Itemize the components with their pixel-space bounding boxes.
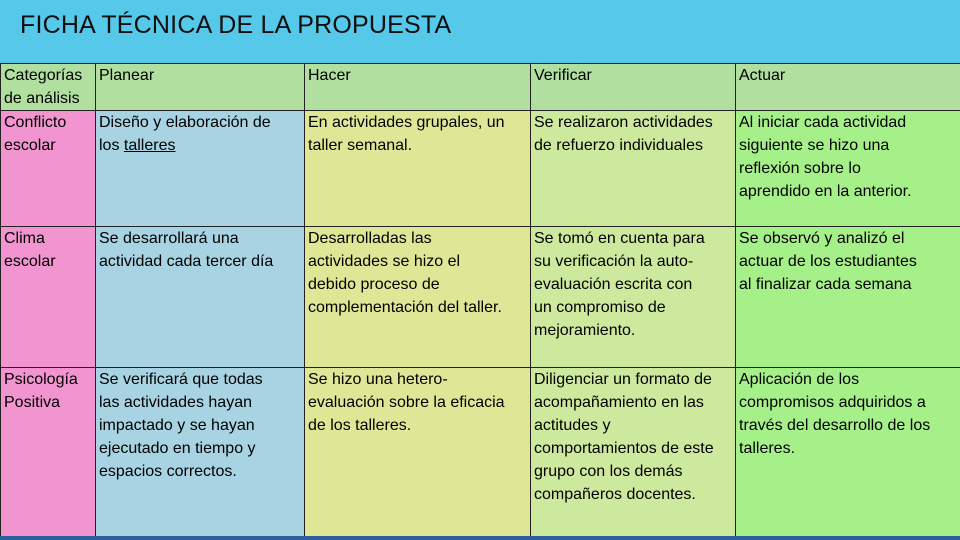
- page-title: FICHA TÉCNICA DE LA PROPUESTA: [20, 11, 452, 39]
- header-label: Verificar: [534, 67, 592, 84]
- actuar-text: Aplicación de los compromisos adquiridos a través del desarrollo de los talleres.: [739, 371, 931, 457]
- verificar-cell: [531, 368, 736, 537]
- category-cell: [1, 368, 96, 537]
- category-cell: [1, 111, 96, 227]
- header-actuar: [736, 64, 960, 111]
- actuar-cell: [736, 368, 960, 537]
- planear-text: Diseño y elaboración de los: [99, 114, 271, 154]
- header-label: Actuar: [739, 67, 786, 84]
- verificar-text: Se tomó en cuenta para su verificación la auto- evaluación escrita con un compromiso de mejoramiento.: [534, 230, 705, 339]
- verificar-text: Diligenciar un formato de acompañamiento en las actitudes y comportamientos de este grupo con los demás compañeros docentes.: [534, 371, 714, 503]
- table-row: [1, 227, 960, 368]
- planear-text: Se desarrollará una actividad cada tercer día: [99, 230, 274, 270]
- header-verificar: [531, 64, 736, 111]
- category-label: Clima escolar: [4, 230, 56, 270]
- planear-cell: [96, 368, 305, 537]
- category-label: Psicología Positiva: [4, 371, 78, 411]
- category-cell: [1, 227, 96, 368]
- hacer-cell: [305, 111, 531, 227]
- verificar-text: Se realizaron actividades de refuerzo individuales: [534, 114, 713, 154]
- verificar-cell: [531, 111, 736, 227]
- header-label: Hacer: [308, 67, 351, 84]
- table-row: [1, 111, 960, 227]
- actuar-cell: [736, 227, 960, 368]
- header-label: Planear: [99, 67, 155, 84]
- table-row: [1, 368, 960, 537]
- actuar-cell: [736, 111, 960, 227]
- table-header-row: [1, 64, 960, 111]
- bottom-accent-bar: [0, 536, 960, 540]
- header-hacer: [305, 64, 531, 111]
- hacer-text: Desarrolladas las actividades se hizo el debido proceso de complementación del taller.: [308, 230, 502, 316]
- hacer-cell: [305, 227, 531, 368]
- talleres-link[interactable]: talleres: [123, 137, 176, 154]
- proposal-table: [0, 63, 960, 537]
- hacer-text: Se hizo una hetero- evaluación sobre la eficacia de los talleres.: [308, 371, 505, 434]
- verificar-cell: [531, 227, 736, 368]
- planear-text: Se verificará que todas las actividades hayan impactado y se hayan ejecutado en tiempo y espacios correctos.: [99, 371, 263, 480]
- actuar-text: Se observó y analizó el actuar de los estudiantes al finalizar cada semana: [739, 230, 917, 293]
- category-label: Conflicto escolar: [4, 114, 67, 154]
- hacer-text: En actividades grupales, un taller semanal.: [308, 114, 505, 154]
- header-categorias: [1, 64, 96, 111]
- header-label: Categorías de análisis: [4, 67, 83, 107]
- planear-cell: [96, 227, 305, 368]
- header-planear: [96, 64, 305, 111]
- actuar-text: Al iniciar cada actividad siguiente se hizo una reflexión sobre lo aprendido en la anterior.: [739, 114, 912, 200]
- planear-cell: [96, 111, 305, 227]
- hacer-cell: [305, 368, 531, 537]
